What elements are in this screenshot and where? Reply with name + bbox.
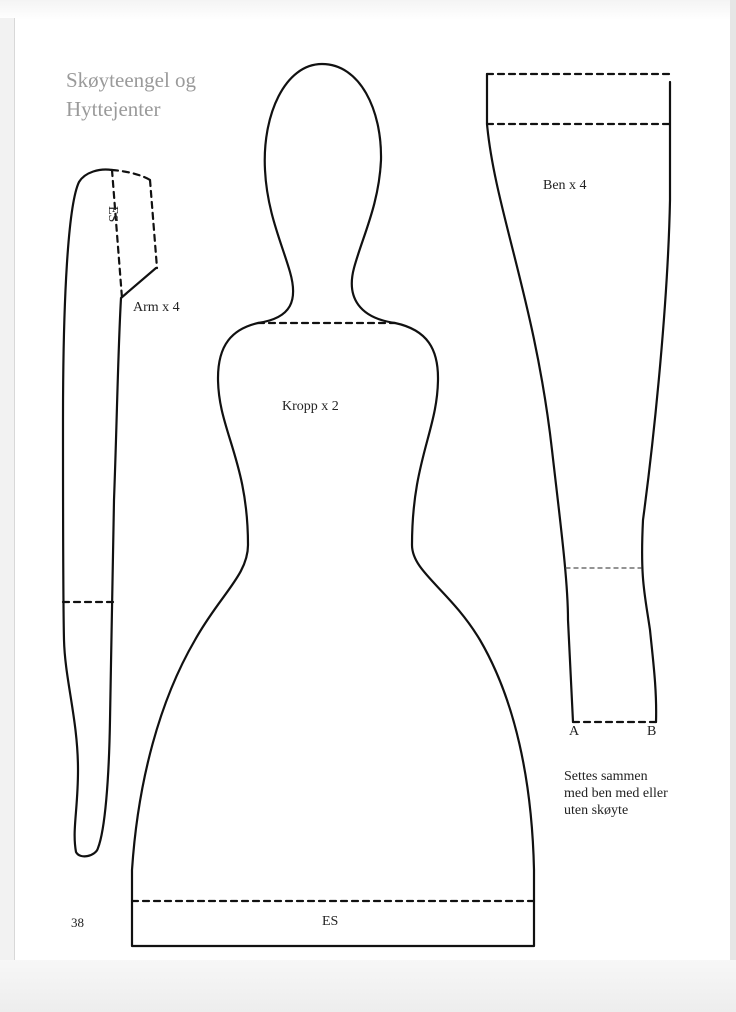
arm-dashed-inner <box>112 170 122 298</box>
page-number: 38 <box>71 915 84 930</box>
arm-pattern-outline <box>63 170 156 857</box>
body-pattern-outline <box>132 64 534 946</box>
arm-es-label: ES <box>105 206 120 223</box>
note-line-1: Settes sammen <box>564 769 648 784</box>
title-line-2: Hyttejenter <box>66 97 161 121</box>
point-a-label: A <box>569 724 580 739</box>
note-line-3: uten skøyte <box>564 803 629 818</box>
pattern-title <box>66 66 196 124</box>
leg-pattern-outline <box>487 74 670 722</box>
title-line-1: Skøyteengel og <box>66 68 197 92</box>
arm-dashed-top <box>112 170 150 180</box>
arm-label: Arm x 4 <box>133 300 180 315</box>
assembly-note <box>564 768 668 819</box>
leg-label: Ben x 4 <box>543 178 587 193</box>
note-line-2: med ben med eller <box>564 786 668 801</box>
arm-dashed-es <box>150 180 157 268</box>
body-label: Kropp x 2 <box>282 399 339 414</box>
point-b-label: B <box>647 724 657 739</box>
body-es-label: ES <box>322 914 339 929</box>
